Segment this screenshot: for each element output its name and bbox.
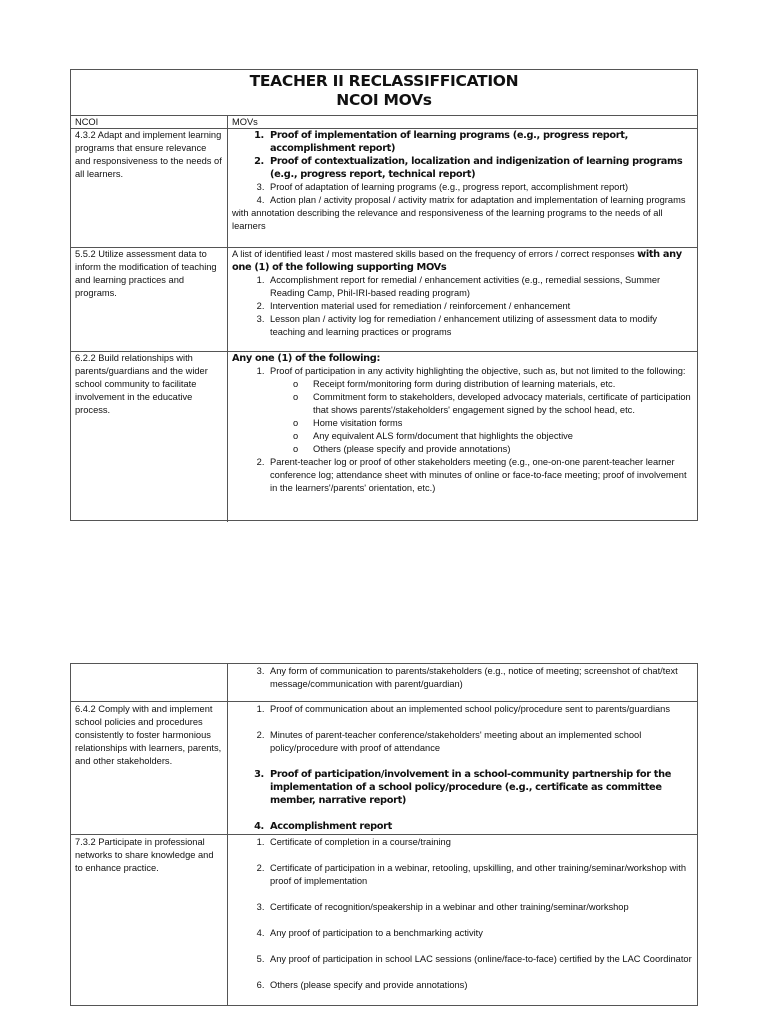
mov-item: 3. Proof of participation/involvement in a school-community partnership for the implementation of a school policy/procedure (e.g., certificate as committee member, narrative report) bbox=[267, 768, 693, 807]
mov-item-text: Proof of participation in any activity highlighting the objective, such as, but not limited to the following: bbox=[270, 366, 686, 376]
mov-item: 1. Accomplishment report for remedial / enhancement activities (e.g., remedial sessions, Summer Reading Camp, Phil-IRI-based reading program) bbox=[267, 274, 693, 300]
mov-item: 2. Minutes of parent-teacher conference/stakeholders' meeting about an implemented school policy/procedure with proof of attendance bbox=[267, 729, 693, 755]
mov-item: 2. Proof of contextualization, localization and indigenization of learning programs (e.g., progress report, technical report) bbox=[267, 155, 693, 181]
mov-item: 3. Certificate of recognition/speakership in a webinar and other training/seminar/workshop bbox=[267, 901, 693, 914]
ncoi-cell: 4.3.2 Adapt and implement learning programs that ensure relevance and responsiveness to the needs of all learners. bbox=[71, 129, 228, 247]
table-row bbox=[71, 352, 697, 522]
mov-subitem: o Home visitation forms bbox=[310, 417, 693, 430]
mov-subitem: o Receipt form/monitoring form during distribution of learning materials, etc. bbox=[310, 378, 693, 391]
mov-item: 2. Parent-teacher log or proof of other stakeholders meeting (e.g., one-on-one parent-teacher learner conference log; attendance sheet with minutes of online or face-to-face meeting; proof of involvement in the learners'/parents' orientation, etc.) bbox=[267, 456, 693, 495]
table-title bbox=[71, 70, 697, 116]
ncoi-cell: 5.5.2 Utilize assessment data to inform the modification of teaching and learning practices and programs. bbox=[71, 248, 228, 351]
mov-item: 5. Any proof of participation in school LAC sessions (online/face-to-face) certified by the LAC Coordinator bbox=[267, 953, 693, 966]
mov-item: 1. Proof of communication about an implemented school policy/procedure sent to parents/guardians bbox=[267, 703, 693, 716]
table-row bbox=[71, 835, 697, 1005]
mov-item: 6. Others (please specify and provide annotations) bbox=[267, 979, 693, 992]
movs-cell bbox=[228, 248, 697, 351]
mov-item bbox=[267, 365, 693, 456]
title-line1: TEACHER II RECLASSIFFICATION bbox=[249, 72, 519, 90]
movs-cell bbox=[228, 835, 697, 1005]
table-row bbox=[71, 129, 697, 248]
mov-intro-bold: Any one (1) of the following: bbox=[232, 353, 381, 364]
ncoi-cell: 6.2.2 Build relationships with parents/guardians and the wider school community to facilitate involvement in the educative process. bbox=[71, 352, 228, 522]
ncoi-header: NCOI bbox=[71, 116, 228, 128]
table-row bbox=[71, 248, 697, 352]
title-line2: NCOI MOVs bbox=[336, 91, 432, 109]
ncoi-cell: 7.3.2 Participate in professional networks to share knowledge and to enhance practice. bbox=[71, 835, 228, 1005]
table-row bbox=[71, 702, 697, 835]
mov-intro-bold: with any one (1) of the following supporting MOVs bbox=[232, 249, 682, 273]
mov-item: 3. Any form of communication to parents/stakeholders (e.g., notice of meeting; screenshot of chat/text message/communication with parent/guardian) bbox=[267, 665, 693, 691]
mov-item: 2. Intervention material used for remediation / reinforcement / enhancement bbox=[267, 300, 693, 313]
mov-note: with annotation describing the relevance and responsiveness of the learning programs to the needs of all learners bbox=[232, 208, 663, 231]
mov-item: 2. Certificate of participation in a webinar, retooling, upskilling, and other training/seminar/workshop with proof of implementation bbox=[267, 862, 693, 888]
movs-cell bbox=[228, 352, 697, 522]
mov-item: 1. Proof of implementation of learning programs (e.g., progress report, accomplishment report) bbox=[267, 129, 693, 155]
mov-subitem: o Commitment form to stakeholders, developed advocacy materials, certificate of participation that shows parents'/stakeholders' engagement signed by the school head, etc. bbox=[310, 391, 693, 417]
movs-cell bbox=[228, 702, 697, 834]
mov-intro-text: A list of identified least / most mastered skills based on the frequency of errors / correct responses bbox=[232, 249, 635, 259]
mov-item: 4. Any proof of participation to a benchmarking activity bbox=[267, 927, 693, 940]
mov-table-page1 bbox=[70, 69, 698, 521]
mov-table-page2 bbox=[70, 663, 698, 1006]
movs-header: MOVs bbox=[232, 117, 258, 127]
mov-subitem: o Others (please specify and provide annotations) bbox=[310, 443, 693, 456]
movs-cell bbox=[228, 129, 697, 247]
mov-item: 3. Lesson plan / activity log for remediation / enhancement utilizing of assessment data to modify teaching and learning practices or programs bbox=[267, 313, 693, 339]
mov-item: 4. Action plan / activity proposal / activity matrix for adaptation and implementation of learning programs bbox=[267, 194, 693, 207]
table-row bbox=[71, 664, 697, 702]
mov-subitem: o Any equivalent ALS form/document that highlights the objective bbox=[310, 430, 693, 443]
movs-cell bbox=[228, 664, 697, 701]
mov-intro bbox=[232, 248, 693, 274]
mov-item: 1. Certificate of completion in a course/training bbox=[267, 836, 693, 849]
header-row bbox=[71, 116, 697, 129]
ncoi-cell: 6.4.2 Comply with and implement school policies and procedures consistently to foster harmonious relationships with learners, parents, and other stakeholders. bbox=[71, 702, 228, 834]
ncoi-cell bbox=[71, 664, 228, 701]
mov-item: 4. Accomplishment report bbox=[267, 820, 693, 833]
mov-item: 3. Proof of adaptation of learning programs (e.g., progress report, accomplishment report) bbox=[267, 181, 693, 194]
